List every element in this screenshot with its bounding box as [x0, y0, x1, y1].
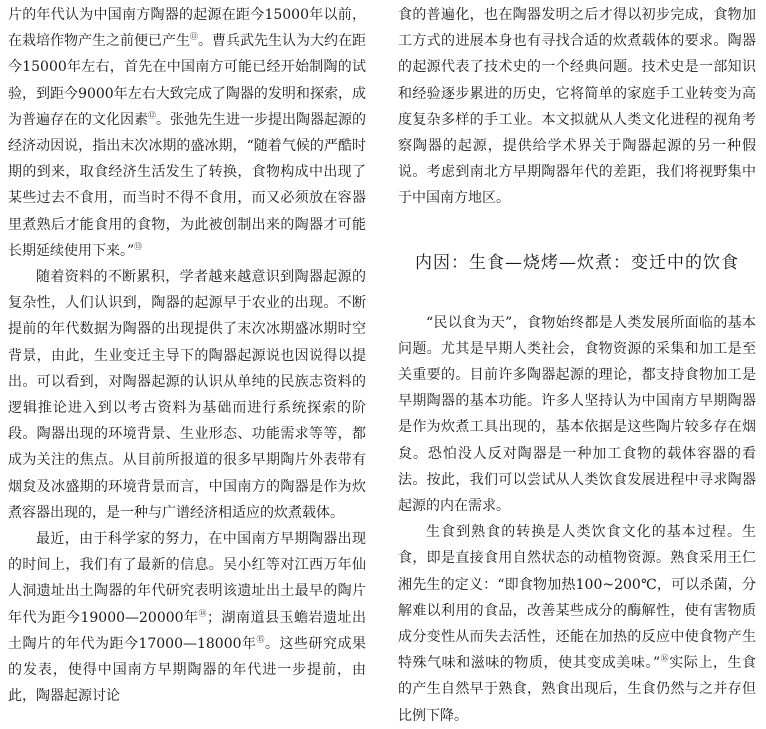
footnote-marker[interactable]: ⑮	[256, 634, 266, 644]
paragraph: “民以食为天”，食物始终都是人类发展所面临的基本问题。尤其是早期人类社会，食物资源的采集和加工是至关重要的。目前许多陶器起源的理论，都支持食物加工是早期陶器的基本功能。许多人坚持认为中国南方早期陶器是作为炊煮工具出现的，基本依据是这些陶片较多存在烟炱。恐怕没人反对陶器是一种加工食物的载体容器的看法。按此，我们可以尝试从人类饮食发展进程中寻求陶器起源的内在需求。	[398, 314, 756, 515]
footnote-marker[interactable]: ⑫	[148, 110, 156, 120]
paragraph-text: 最近，由于科学家的努力，在中国南方早期陶器出现的时间上，我们有了最新的信息。吴小红等对江西万年仙人洞遗址出土陶器的年代研究表明该遗址出土最早的陶片年代为距今19000—20000年	[8, 531, 366, 626]
footnote-marker[interactable]: ⑬	[134, 241, 143, 251]
footnote-marker[interactable]: ⑯	[660, 654, 670, 664]
right-column	[398, 2, 757, 724]
footnote-marker[interactable]: ⑭	[198, 608, 208, 618]
section-heading: 内因：生食—烧烤—炊煮：变迁中的饮食	[415, 252, 739, 273]
paragraph	[8, 526, 366, 709]
paragraph: 随着资料的不断累积，学者越来越意识到陶器起源的复杂性，人们认识到，陶器的起源早于农业的出现。不断提前的年代数据为陶器的出现提供了末次冰期盛冰期时空背景，由此，生业变迁主导下的陶器起源说也因说得以提出。可以看到，对陶器起源的认识从单纯的民族志资料的逻辑推论进入到以考古资料为基础而进行系统探索的阶段。陶器出现的环境背景、生业形态、功能需求等等，都成为关注的焦点。从目前所报道的很多早期陶片外表带有烟炱及冰盛期的环境背景而言，中国南方的陶器是作为炊煮容器出现的，是一种与广谱经济相适应的炊煮载体。	[8, 269, 366, 521]
paragraph-text: 片的年代认为中国南方陶器的起源在距今15000年以前，在栽培作物产生之前便已产生	[8, 7, 366, 50]
paragraph-text: 实际上，生食的产生自然早于熟食，熟食出现后，生食仍然与之并存但比例下降。	[398, 655, 757, 724]
paragraph	[398, 519, 756, 729]
paragraph-text: 。张弛先生进一步提出陶器起源的经济动因说，指出末次冰期的盛冰期，“随着气候的严酷时期的到来，取食经济生活发生了转换，食物构成中出现了某些过去不食用，而当时不得不食用，而又必须放在容器里煮熟后才能食用的食物，为此被创制出来的陶器才可能长期延续使用下来。”	[8, 111, 366, 259]
paragraph-text: 。这些研究成果的发表，使得中国南方早期陶器的年代进一步提前，由此，陶器起源讨论	[8, 635, 367, 705]
paragraph	[8, 2, 366, 264]
paragraph: 食的普遍化，也在陶器发明之后才得以初步完成，食物加工方式的进展本身也有寻找合适的炊煮载体的要求。陶器的起源代表了技术史的一个经典问题。技术史是一部知识和经验逐步累进的历史，它将简单的家庭手工业转变为高度复杂多样的手工业。本文拟就从人类文化进程的视角考察陶器的起源，提供给学术界关于陶器起源的另一种假说。考虑到南北方早期陶器年代的差距，我们将视野集中于中国南方地区。	[398, 7, 756, 207]
paragraph-text: 生食到熟食的转换是人类饮食文化的基本过程。生食，即是直接食用自然状态的动植物资源。熟食采用王仁湘先生的定义：“即食物加热100~200℃，可以杀菌，分解难以利用的食品，改善某些成分的酶解性，使有害物质成分变性从而失去活性，还能在加热的反应中使食物产生特殊气味和滋味的物质，使其变成美味。”	[398, 524, 756, 672]
paragraph-text: ；湖南道县玉蟾岩遗址出土陶片的年代为距今17000—18000年	[8, 609, 367, 652]
left-column	[8, 2, 367, 705]
footnote-marker[interactable]: ⑪	[190, 32, 198, 42]
paragraph-text: 。曹兵武先生认为大约在距今15000年左右，首先在中国南方可能已经开始制陶的试验，到距今9000年左右大致完成了陶器的发明和探索，成为普遍存在的文化因素	[8, 33, 366, 128]
